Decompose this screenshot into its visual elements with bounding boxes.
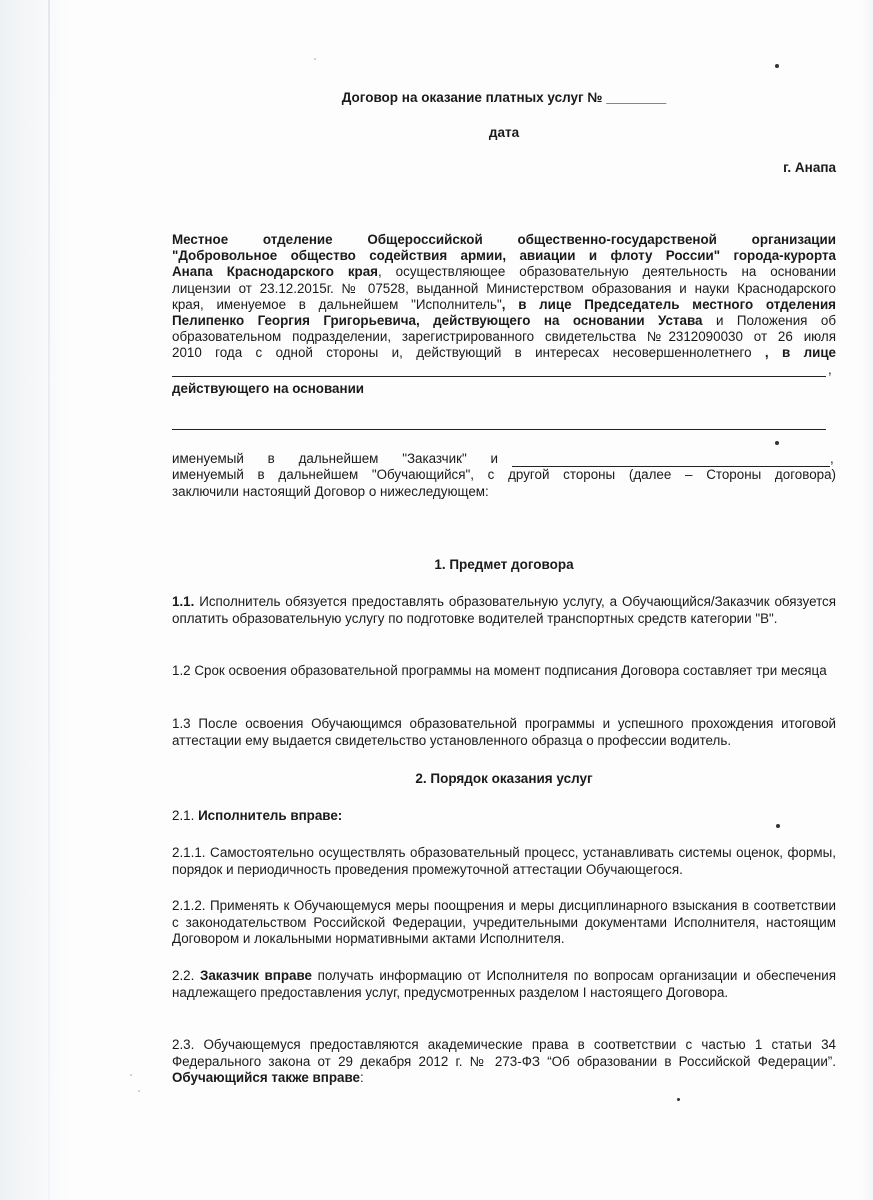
clause-text: получать информацию от Исполнителя по вопросам организации и обеспечения надлежащего предоставления услуг, предусмотренных разделом I настоящего Договора. <box>172 968 837 1000</box>
customer-line: заключили настоящий Договор о нижеследующем: <box>172 484 489 499</box>
blank-line-tail: , <box>830 451 834 466</box>
preamble-line <box>172 297 836 314</box>
preamble-line: образовательном подразделении, зарегистрированного свидетельства №2312090030 от 26 июля <box>172 329 836 344</box>
clause-2-1-2: 2.1.2. Применять к Обучающемуся меры поощрения и меры дисциплинарного взыскания в соответствии с законодательством Российской Федерации, учредительными документами Исполнителя, настоящим Договором и локальными нормативными актами Исполнителя. <box>172 898 836 946</box>
clause-number: 2.1. <box>172 808 199 823</box>
chairman-name: Пелипенко Георгия Григорьевича, действующего на основании Устава <box>172 313 703 328</box>
preamble-text: , осуществляющее образовательную деятельность на основании <box>378 264 836 279</box>
preamble-line <box>172 345 836 362</box>
clause-2-3 <box>172 1037 836 1087</box>
clause-1-1 <box>172 594 836 627</box>
scan-speck <box>130 1074 132 1076</box>
document-title: Договор на оказание платных услуг № ________ <box>341 90 667 105</box>
preamble-bold: , в лице Председатель местного отделения <box>501 297 836 312</box>
clause-bold: Обучающийся также вправе <box>172 1070 360 1085</box>
clause-2-2 <box>172 968 836 1001</box>
clause-bold: Исполнитель вправе: <box>198 808 343 823</box>
scan-speck <box>776 824 780 828</box>
scan-speck <box>775 64 779 68</box>
scan-speck <box>775 441 779 445</box>
clause-text: Исполнитель обязуется предоставлять образовательную услугу, а Обучающийся/Заказчик обязуется оплатить образовательную услугу по подготовке водителей транспортных средств категории "В". <box>172 594 836 626</box>
preamble-text: края, именуемое в дальнейшем "Исполнитель" <box>172 297 502 312</box>
scan-edge-shadow <box>48 0 50 1200</box>
clause-2-1-1: 2.1.1. Самостоятельно осуществлять образовательный процесс, устанавливать системы оценок, формы, порядок и периодичность проведения промежуточной аттестации Обучающегося. <box>172 845 836 877</box>
acting-basis-label: действующего на основании <box>172 381 365 396</box>
clause-bold: Заказчик вправе <box>199 968 313 983</box>
document-date: дата <box>488 125 520 140</box>
blank-line-tail: , <box>828 362 832 377</box>
scan-speck <box>314 58 316 60</box>
preamble-text: и Положения об <box>702 313 836 328</box>
document-city: г. Анапа <box>783 160 836 175</box>
preamble-bold: , в лице <box>751 345 836 360</box>
blank-line-representative <box>172 376 826 377</box>
blank-line-basis <box>172 429 826 430</box>
clause-1-3: 1.3 После освоения Обучающимся образовательной программы и успешного прохождения итоговой аттестации ему выдается свидетельство установленного образца о профессии водитель. <box>172 716 836 748</box>
clause-number: 1.1. <box>172 594 195 609</box>
preamble-line <box>172 264 836 281</box>
clause-2-1 <box>172 808 836 825</box>
scan-speck <box>677 1098 680 1101</box>
section-heading: 2. Порядок оказания услуг <box>415 771 593 786</box>
city-region: Анапа Краснодарского края <box>172 264 378 279</box>
preamble-line: лицензии от 23.12.2015г. № 07528, выданной Министерством образования и науки Краснодарского <box>172 281 836 296</box>
clause-number: 2.2. <box>172 968 200 983</box>
preamble-line <box>172 313 836 330</box>
clause-text: : <box>360 1070 364 1085</box>
customer-label: именуемый в дальнейшем "Заказчик" и <box>172 451 498 466</box>
section-heading: 1. Предмет договора <box>434 557 574 572</box>
clause-text: 2.3. Обучающемуся предоставляются академические права в соответствии с частью 1 статьи 34 Федерального закона от 29 декабря 2012 г. № 273-ФЗ “Об образовании в Российской Федерации”. <box>172 1037 836 1069</box>
clause-1-2: 1.2 Срок освоения образовательной программы на момент подписания Договора составляет три месяца <box>172 663 827 678</box>
preamble-line: Местное отделение Общероссийской общественно-государственой организации <box>172 232 836 247</box>
scan-speck <box>138 1090 140 1092</box>
preamble-text: 2010 года с одной стороны и, действующий в интересах несовершеннолетнего <box>172 345 752 360</box>
customer-line: именуемый в дальнейшем "Обучающийся", с другой стороны (далее – Стороны договора) <box>172 467 836 482</box>
preamble-line: "Добровольное общество содействия армии, авиации и флоту России" города-курорта <box>172 248 836 263</box>
